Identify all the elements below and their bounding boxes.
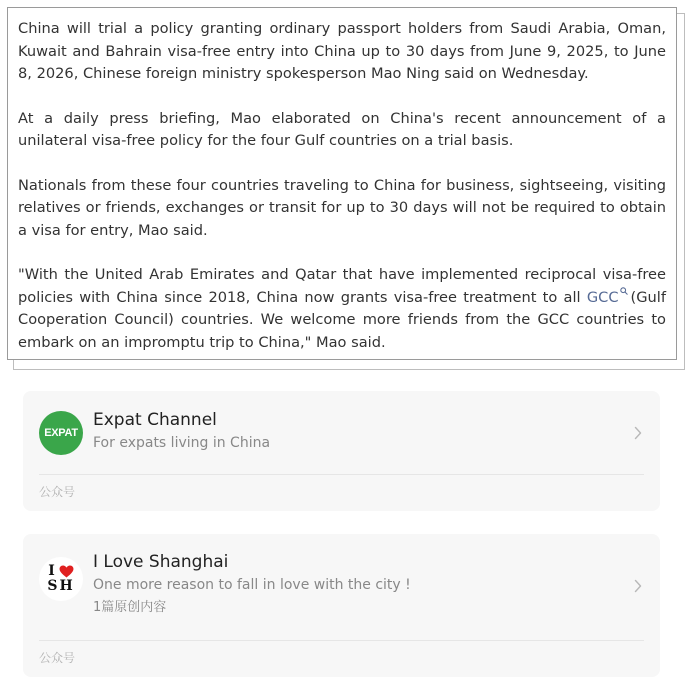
chevron-right-icon (634, 579, 642, 593)
gcc-search-link[interactable] (587, 289, 631, 306)
article-container (7, 7, 679, 370)
expat-logo-text: EXPAT (44, 427, 78, 439)
account-card-expat-channel[interactable] (23, 391, 660, 511)
avatar (39, 411, 83, 455)
card-divider (39, 640, 644, 641)
account-name: Expat Channel (93, 410, 217, 430)
ilove-logo-letter: I (48, 563, 57, 579)
card-divider (39, 474, 644, 475)
paragraph-text-before-link: "With the United Arab Emirates and Qatar that have implemented reciprocal visa-free policies with China since 2018, China now grants visa-free treatment to all (18, 266, 666, 306)
search-icon[interactable] (620, 287, 628, 295)
heart-icon (59, 565, 74, 578)
paragraph-text-after-link: (Gulf Cooperation Council) countries. We welcome more friends from the GCC countries to embark on an impromptu trip to China," Mao said. (18, 288, 666, 351)
card-main[interactable] (39, 553, 644, 618)
chevron-right-icon (634, 426, 642, 440)
card-footer-label: 公众号 (39, 485, 76, 499)
card-footer-label: 公众号 (39, 651, 76, 665)
article-body (7, 7, 677, 360)
card-text (93, 553, 644, 618)
ilove-logo-bottom: SH (47, 578, 75, 594)
original-content-count: 1篇原创内容 (93, 600, 167, 615)
account-card-i-love-shanghai[interactable] (23, 534, 660, 677)
article-paragraph-1: China will trial a policy granting ordinary passport holders from Saudi Arabia, Oman, Kuwait and Bahrain visa-free entry into China up to 30 days from June 9, 2025, to June 8, 2026, Chinese foreign ministry spokesperson Mao Ning said on Wednesday. (18, 20, 666, 82)
avatar (39, 557, 83, 601)
account-name: I Love Shanghai (93, 552, 229, 572)
article-paragraph-4 (18, 264, 666, 354)
article-paragraph-2: At a daily press briefing, Mao elaborated on China's recent announcement of a unilateral visa-free policy for the four Gulf countries on a trial basis. (18, 109, 666, 149)
account-description: One more reason to fall in love with the city ! (93, 577, 411, 593)
ilove-logo-top (48, 564, 74, 579)
card-text (93, 411, 644, 453)
card-main[interactable] (39, 411, 644, 455)
account-description: For expats living in China (93, 435, 271, 451)
gcc-link-text[interactable]: GCC (586, 288, 619, 306)
article-paragraph-3: Nationals from these four countries traveling to China for business, sightseeing, visiting relatives or friends, exchanges or transit for up to 30 days will not be required to obtain a visa for entry, Mao said. (18, 176, 666, 239)
